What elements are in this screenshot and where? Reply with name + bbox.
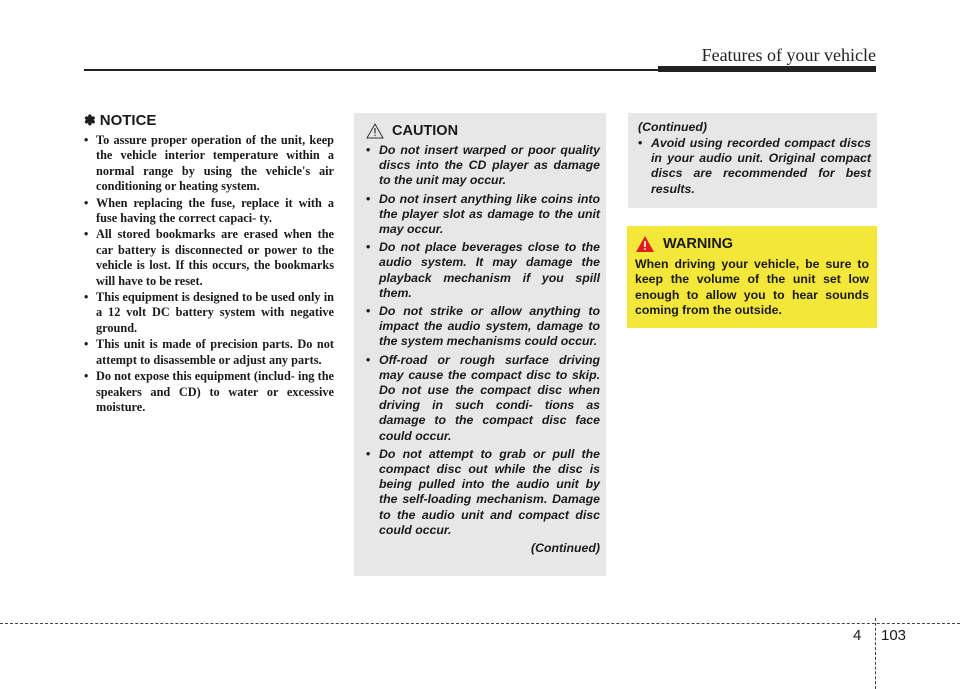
caution-box — [354, 113, 606, 576]
notice-item: • This equipment is designed to be used only in a 12 volt DC battery system with negative ground. — [84, 290, 334, 336]
continuation-item: • Avoid using recorded compact discs in your audio unit. Original compact discs are recommended for best results. — [638, 136, 871, 197]
continuation-label: (Continued) — [638, 120, 707, 134]
warning-heading — [635, 235, 869, 253]
caution-list — [366, 143, 600, 538]
section-number: 4 — [853, 627, 862, 644]
caution-continued-label: (Continued) — [531, 541, 600, 556]
caution-item: • Do not insert anything like coins into the player slot as damage to the unit may occur. — [366, 192, 600, 238]
caution-item: • Do not strike or allow anything to impact the audio system, damage to the system mechanisms could occur. — [366, 304, 600, 350]
page-number: 103 — [881, 627, 907, 644]
notice-star-icon: ✽ — [84, 112, 96, 128]
warning-text: When driving your vehicle, be sure to keep the volume of the unit set low enough to allow you to hear sounds coming from the outside. — [635, 257, 869, 318]
header-rule-thin — [84, 69, 664, 71]
header-rule-thick — [658, 66, 876, 72]
footer-rule — [0, 623, 960, 624]
warning-title: WARNING — [663, 236, 734, 252]
caution-triangle-icon — [366, 123, 384, 139]
notice-item: • Do not expose this equipment (includ- ing the speakers and CD) to water or excessive moisture. — [84, 369, 334, 415]
caution-item: • Do not place beverages close to the audio system. It may damage the playback mechanism if you spill them. — [366, 240, 600, 301]
notice-item: • When replacing the fuse, replace it with a fuse having the correct capaci- ty. — [84, 196, 334, 227]
footer-divider — [875, 618, 876, 689]
notice-title: NOTICE — [99, 112, 157, 129]
notice-heading — [84, 112, 334, 129]
caution-title: CAUTION — [392, 123, 459, 139]
caution-item: • Off-road or rough surface driving may cause the compact disc to skip. Do not use the compact disc when driving in such condi- tions as damage to the compact disc face could occur. — [366, 353, 600, 444]
notice-item: • All stored bookmarks are erased when the car battery is disconnected or power to the vehicle is lost. If this occurs, the bookmarks will have to be reset. — [84, 227, 334, 289]
caution-item: • Do not attempt to grab or pull the compact disc out while the disc is being pulled into the audio unit by the self-loading mechanism. Damage to the audio unit and compact disc could occur. — [366, 447, 600, 538]
warning-box — [627, 226, 877, 328]
continuation-list — [638, 136, 871, 197]
warning-triangle-icon — [635, 235, 655, 253]
notice-item: • To assure proper operation of the unit, keep the vehicle interior temperature within a normal range by using the vehicle's air conditioning or heating system. — [84, 133, 334, 195]
notice-section — [84, 112, 334, 416]
notice-list — [84, 133, 334, 415]
caution-item: • Do not insert warped or poor quality discs into the CD player as damage to the unit may occur. — [366, 143, 600, 189]
caution-heading — [366, 123, 600, 139]
notice-item: • This unit is made of precision parts. Do not attempt to disassemble or adjust any parts. — [84, 337, 334, 368]
page-header-title: Features of your vehicle — [701, 45, 876, 65]
continuation-box — [628, 113, 877, 208]
